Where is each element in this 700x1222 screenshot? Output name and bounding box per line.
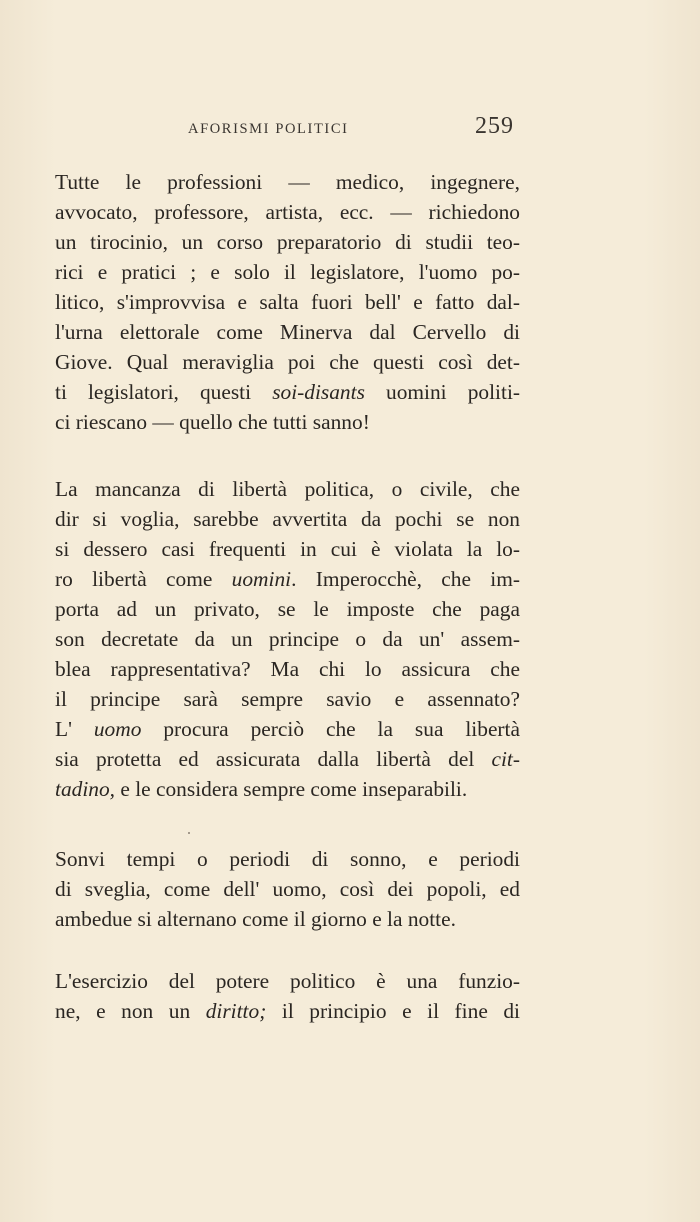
paragraph-line: rici e pratici ; e solo il legislatore, l'uomo po- <box>55 260 520 284</box>
paragraph-3 <box>55 844 520 934</box>
italic-term: diritto; <box>205 999 267 1023</box>
italic-term: cit- <box>491 747 520 771</box>
paragraph-line: si dessero casi frequenti in cui è violata la lo- <box>55 537 520 561</box>
paragraph-line: il principe sarà sempre savio e assennato? <box>55 687 520 711</box>
paragraph-line: Giove. Qual meraviglia poi che questi così det- <box>55 350 520 374</box>
paragraph-line <box>55 996 520 1026</box>
paragraph-line: son decretate da un principe o da un' assem- <box>55 627 520 651</box>
paragraph-1 <box>55 167 520 437</box>
paragraph-line: porta ad un privato, se le imposte che paga <box>55 597 520 621</box>
paragraph-line: L'esercizio del potere politico è una funzio- <box>55 969 520 993</box>
paragraph-line: dir si voglia, sarebbe avvertita da pochi se non <box>55 507 520 531</box>
paragraph-line <box>55 744 520 774</box>
text-run: L' <box>55 717 94 741</box>
paragraph-line: blea rappresentativa? Ma chi lo assicura che <box>55 657 520 681</box>
paragraph-line: La mancanza di libertà politica, o civile, che <box>55 477 520 501</box>
paragraph-line: ci riescano — quello che tutti sanno! <box>55 410 370 434</box>
text-run: . Imperocchè, che im- <box>291 567 520 591</box>
text-run: e le considera sempre come inseparabili. <box>115 777 468 801</box>
text-run: procura perciò che la sua libertà <box>141 717 520 741</box>
italic-term: soi-disants <box>272 380 365 404</box>
paragraph-line <box>55 564 520 594</box>
paragraph-line <box>55 774 520 804</box>
paragraph-line <box>55 377 520 407</box>
paragraph-line: Tutte le professioni — medico, ingegnere, <box>55 170 520 194</box>
paragraph-4 <box>55 966 520 1026</box>
paragraph-2 <box>55 474 520 804</box>
text-run: ti legislatori, questi <box>55 380 273 404</box>
paragraph-line <box>55 714 520 744</box>
text-run: uomini politi- <box>364 380 521 404</box>
paragraph-line: un tirocinio, un corso preparatorio di studii teo- <box>55 230 520 254</box>
text-run: ro libertà come <box>55 567 232 591</box>
italic-term: uomini <box>231 567 292 591</box>
text-run: il principio e il fine di <box>266 999 520 1023</box>
paragraph-line: di sveglia, come dell' uomo, così dei popoli, ed <box>55 877 520 901</box>
italic-term: tadino, <box>55 777 116 801</box>
paragraph-line: litico, s'improvvisa e salta fuori bell' e fatto dal- <box>55 290 520 314</box>
paragraph-line: ambedue si alternano come il giorno e la notte. <box>55 907 456 931</box>
paragraph-line: avvocato, professore, artista, ecc. — richiedono <box>55 200 520 224</box>
print-speck <box>188 832 190 834</box>
text-run: ne, e non un <box>55 999 206 1023</box>
running-head <box>55 113 518 147</box>
paragraph-line: l'urna elettorale come Minerva dal Cervello di <box>55 320 520 344</box>
italic-term: uomo <box>93 717 142 741</box>
page-number: 259 <box>475 113 514 139</box>
running-title: AFORISMI POLITICI <box>188 121 349 137</box>
text-run: sia protetta ed assicurata dalla libertà del <box>55 747 492 771</box>
paragraph-line: Sonvi tempi o periodi di sonno, e periodi <box>55 847 520 871</box>
